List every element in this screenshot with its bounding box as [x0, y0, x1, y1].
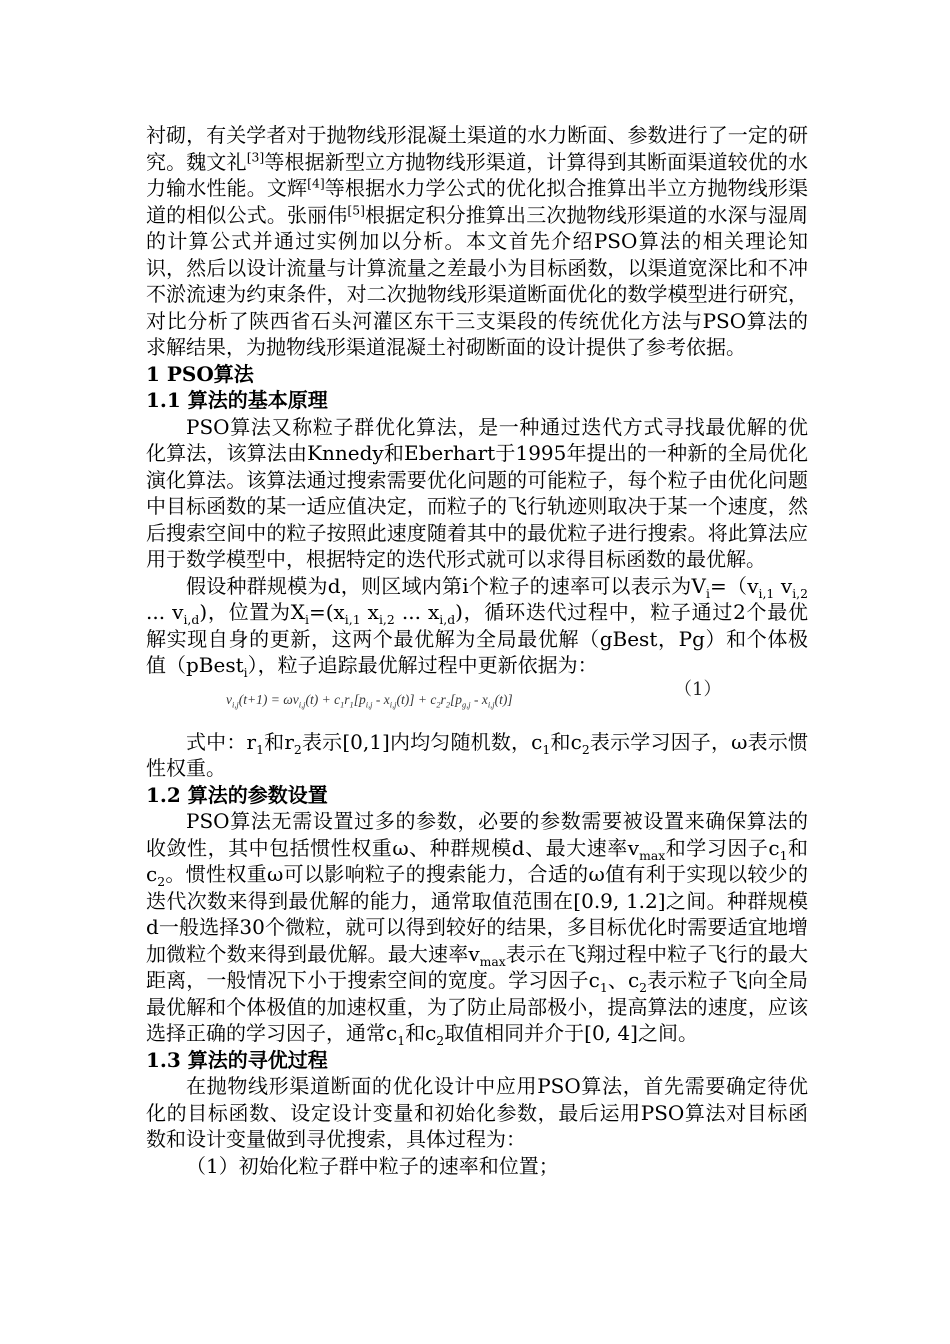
intro-paragraph: 衬砌，有关学者对于抛物线形混凝土渠道的水力断面、参数进行了一定的研究。魏文礼[3]等根据新型立方抛物线形渠道，计算得到其断面渠道较优的水力输水性能。文辉[4]等根据水力学公式的优化拟合推算出半立方抛物线形渠道的相似公式。张丽伟[5]根据定积分推算出三次抛物线形渠道的水深与湿周的计算公式并通过实例加以分析。本文首先介绍PSO算法的相关理论知识，然后以设计流量与计算流量之差最小为目标函数，以渠道宽深比和不冲不淤流速为约束条件，对二次抛物线形渠道断面优化的数学模型进行研究，对比分析了陕西省石头河灌区东干三支渠段的传统优化方法与PSO算法的求解结果，为抛物线形渠道混凝土衬砌断面的设计提供了参考依据。	[146, 123, 809, 359]
paragraph-1-1-a: PSO算法又称粒子群优化算法，是一种通过迭代方式寻找最优解的优化算法，该算法由Knnedy和Eberhart于1995年提出的一种新的全局优化演化算法。该算法通过搜索需要优化问题的可能粒子，每个粒子由优化问题中目标函数的某一适应值决定，而粒子的飞行轨迹则取决于某一个速度，然后搜索空间中的粒子按照此速度随着其中的最优粒子进行搜索。将此算法应用于数学模型中，根据特定的迭代形式就可以求得目标函数的最优解。	[146, 414, 808, 571]
list-item-1: （1）初始化粒子群中粒子的速率和位置；	[186, 1153, 559, 1178]
equation-row	[146, 679, 808, 729]
paragraph-1-1-c: 式中：$r_1$和$r_2$表示[0,1]内均匀随机数，$c_1$和$c_2$表示学习因子，ω表示惯性权重。	[146, 729, 809, 780]
section-heading-1-2: 1.2 算法的参数设置	[146, 782, 328, 807]
equation-1: $v_{i,j}(t+1) = \omega v_{i,j}(t) + c_1r_1[p_{i,j} - x_{i,j}(t)] + c_2r_2[p_{g,j} - x_{i,j}(t)]$	[226, 691, 513, 710]
equation-number: （1）	[674, 678, 722, 700]
paragraph-1-3: 在抛物线形渠道断面的优化设计中应用PSO算法，首先需要确定待优化的目标函数、设定设计变量和初始化参数，最后运用PSO算法对目标函数和设计变量做到寻优搜索，具体过程为：	[146, 1074, 808, 1151]
section-heading-1: 1 PSO算法	[146, 361, 254, 386]
section-heading-1-1: 1.1 算法的基本原理	[146, 388, 328, 412]
section-heading-1-3: 1.3 算法的寻优过程	[146, 1047, 328, 1072]
text-column	[146, 122, 808, 1179]
paragraph-1-2: PSO算法无需设置过多的参数，必要的参数需要被设置来确保算法的收敛性，其中包括惯性权重ω、种群规模d、最大速率$v_{max}$和学习因子$c_1$和$c_2$。惯性权重ω可以影响粒子的搜索能力，合适的ω值有利于实现以较少的迭代次数来得到最优解的能力，通常取值范围在[0.9, 1.2]之间。种群规模d一般选择30个微粒，就可以得到较好的结果，多目标优化时需要适宜地增加微粒个数来得到最优解。最大速率$v_{max}$表示在飞翔过程中粒子飞行的最大距离，一般情况下小于搜索空间的宽度。学习因子$c_1$、$c_2$表示粒子飞向全局最优解和个体极值的加速权重，为了防止局部极小，提高算法的速度，应该选择正确的学习因子，通常$c_1$和$c_2$取值相同并介于[0, 4]之间。	[146, 809, 809, 1048]
paragraph-1-1-b: 假设种群规模为d，则区域内第i个粒子的速率可以表示为$V_i=(v_{i,1}$ $v_{i,2}$ ... $v_{i,d}$)，位置为$X_i=(x_{i,1}$ $x_{i,2}$ ... $x_{i,d}$)，循环迭代过程中，粒子通过2个最优解实现自身的更新，这两个最优解为全局最优解（gBest，Pg）和个体极值（pBest$_i$），粒子追踪最优解过程中更新依据为：	[146, 573, 809, 680]
